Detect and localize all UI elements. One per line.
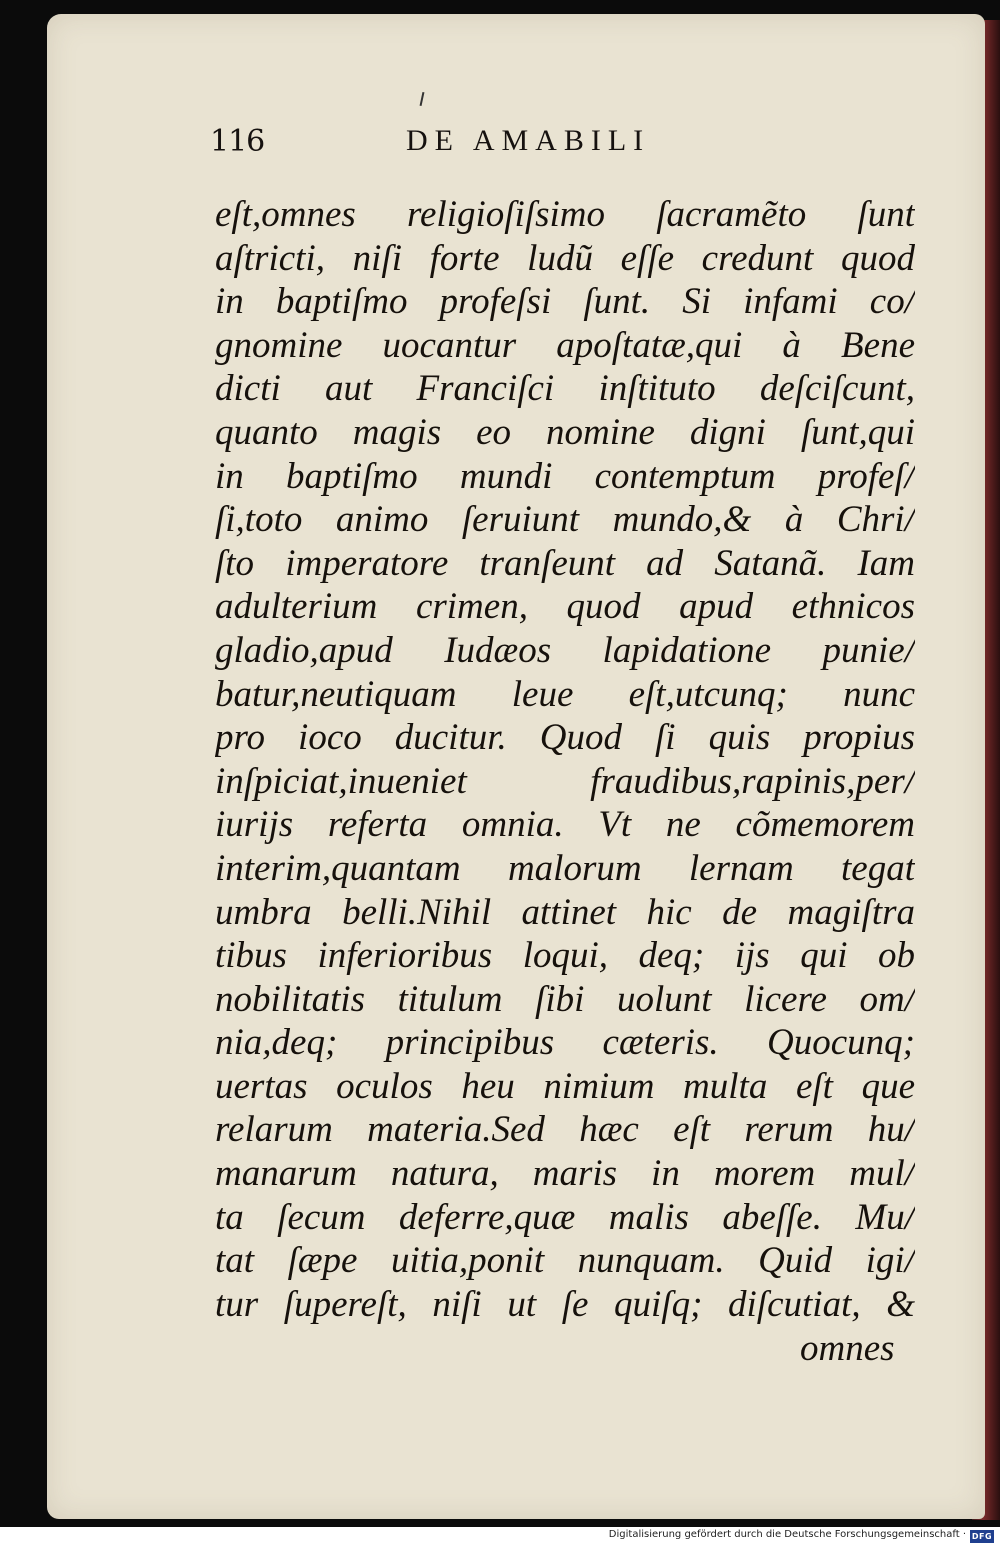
text-line: umbra belli.Nihil attinet hic de magiſtra (215, 891, 915, 933)
running-head: DE AMABILI (406, 124, 651, 157)
text-line: batur,neutiquam leue eſt,utcunq; nunc (215, 673, 915, 715)
text-line: eſt,omnes religioſiſsimo ſacramẽto ſunt (215, 194, 915, 235)
text-line: pro ioco ducitur. Quod ſi quis propius (215, 717, 915, 759)
text-line: interim,quantam malorum lernam tegat (215, 847, 915, 889)
page-number: 116 (210, 124, 265, 159)
funding-credit: Digitalisierung gefördert durch die Deutsche Forschungsgemeinschaft · (608, 1529, 966, 1540)
digitization-footer (0, 1527, 1000, 1547)
text-line: in baptiſmo mundi contemptum profeſ/ (215, 455, 915, 497)
text-line: gladio,apud Iudæos lapidatione punie/ (215, 629, 915, 671)
text-line: tur ſupereſt, niſi ut ſe quiſq; diſcutiat, & (215, 1283, 915, 1325)
text-line: nobilitatis titulum ſibi uolunt licere om/ (215, 978, 915, 1020)
text-line: tibus inferioribus loqui, deq; ijs qui ob (215, 935, 915, 977)
text-line: manarum natura, maris in morem mul/ (215, 1153, 915, 1195)
text-line: ſto imperatore tranſeunt ad Satanã. Iam (215, 542, 915, 584)
text-line: nia,deq; principibus cæteris. Quocunq; (215, 1022, 915, 1064)
text-line: quanto magis eo nomine digni ſunt,qui (215, 411, 915, 453)
catchword: omnes (800, 1328, 895, 1369)
text-line: ta ſecum deferre,quæ malis abeſſe. Mu/ (215, 1196, 915, 1238)
text-line: iurijs referta omnia. Vt ne cõmemorem (215, 804, 915, 846)
text-line: relarum materia.Sed hæc eſt rerum hu/ (215, 1109, 915, 1151)
text-line: uertas oculos heu nimium multa eſt que (215, 1065, 915, 1107)
page-header (210, 118, 770, 168)
ink-mark (420, 92, 425, 106)
text-line: gnomine uocantur apoſtatæ,qui à Bene (215, 324, 915, 366)
text-line: ſi,toto animo ſeruiunt mundo,& à Chri/ (215, 499, 915, 541)
text-line: tat ſæpe uitia,ponit nunquam. Quid igi/ (215, 1240, 915, 1282)
text-line: aſtricti, niſi forte ludũ eſſe credunt quod (215, 237, 915, 279)
text-line: inſpiciat,inueniet fraudibus,rapinis,per/ (215, 760, 915, 802)
text-line: dicti aut Franciſci inſtituto deſciſcunt, (215, 368, 915, 410)
body-text (215, 193, 915, 1326)
text-line: adulterium crimen, quod apud ethnicos (215, 586, 915, 628)
text-line: in baptiſmo profeſsi ſunt. Si infami co/ (215, 281, 915, 323)
dfg-logo: DFG (971, 1532, 993, 1541)
